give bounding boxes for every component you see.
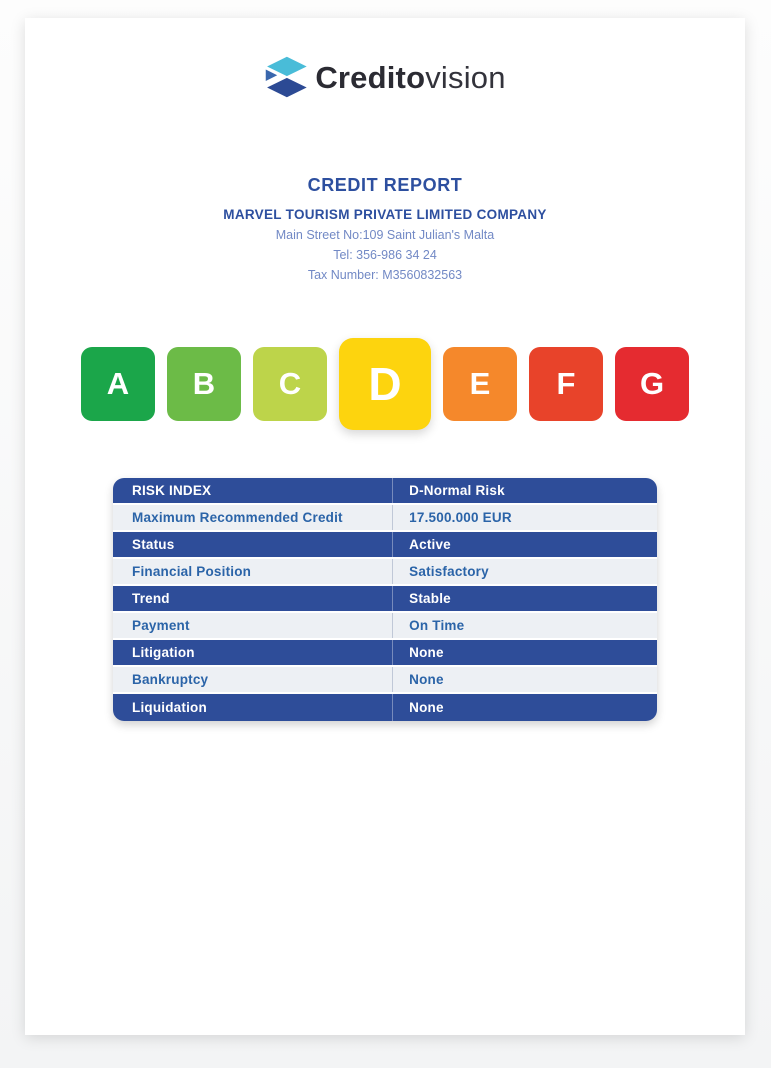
company-phone: Tel: 356-986 34 24 (333, 248, 437, 262)
row-value: Stable (409, 591, 451, 606)
row-label: Liquidation (113, 694, 393, 721)
logo-text-light: vision (425, 59, 506, 95)
row-label: Status (113, 532, 393, 557)
logo (25, 18, 745, 99)
row-value: D-Normal Risk (409, 483, 505, 498)
rating-grade-c: C (253, 347, 327, 421)
row-label: Payment (113, 613, 393, 638)
logo-text-bold: Credito (315, 59, 426, 95)
rating-grade-b: B (167, 347, 241, 421)
row-label: Litigation (113, 640, 393, 665)
report-title: CREDIT REPORT (307, 175, 463, 195)
row-value: 17.500.000 EUR (409, 510, 512, 525)
row-value: None (409, 672, 444, 687)
rating-grade-f: F (529, 347, 603, 421)
row-label: Bankruptcy (113, 667, 393, 692)
row-value: On Time (409, 618, 465, 633)
table-row (113, 694, 657, 721)
report-page (25, 18, 745, 1035)
table-row (113, 505, 657, 532)
table-row (113, 586, 657, 613)
table-row (113, 667, 657, 694)
row-label: Trend (113, 586, 393, 611)
company-address: Main Street No:109 Saint Julian's Malta (275, 228, 495, 242)
row-label: Financial Position (113, 559, 393, 584)
table-row (113, 478, 657, 505)
table-row (113, 532, 657, 559)
creditovision-diamond-icon (264, 55, 308, 99)
rating-grade-a: A (81, 347, 155, 421)
rating-scale (25, 338, 745, 430)
row-value: Active (409, 537, 451, 552)
rating-grade-e: E (443, 347, 517, 421)
row-value: Satisfactory (409, 564, 489, 579)
risk-table (113, 478, 657, 721)
logo-wordmark (315, 59, 506, 95)
row-value: None (409, 700, 444, 715)
row-label: Maximum Recommended Credit (113, 505, 393, 530)
rating-grade-d: D (339, 338, 431, 430)
row-value: None (409, 645, 444, 660)
rating-grade-g: G (615, 347, 689, 421)
table-row (113, 613, 657, 640)
report-header (25, 175, 745, 282)
row-label: RISK INDEX (113, 478, 393, 503)
company-tax-number: Tax Number: M3560832563 (307, 268, 463, 282)
table-row (113, 640, 657, 667)
company-name: MARVEL TOURISM PRIVATE LIMITED COMPANY (223, 207, 547, 222)
table-row (113, 559, 657, 586)
